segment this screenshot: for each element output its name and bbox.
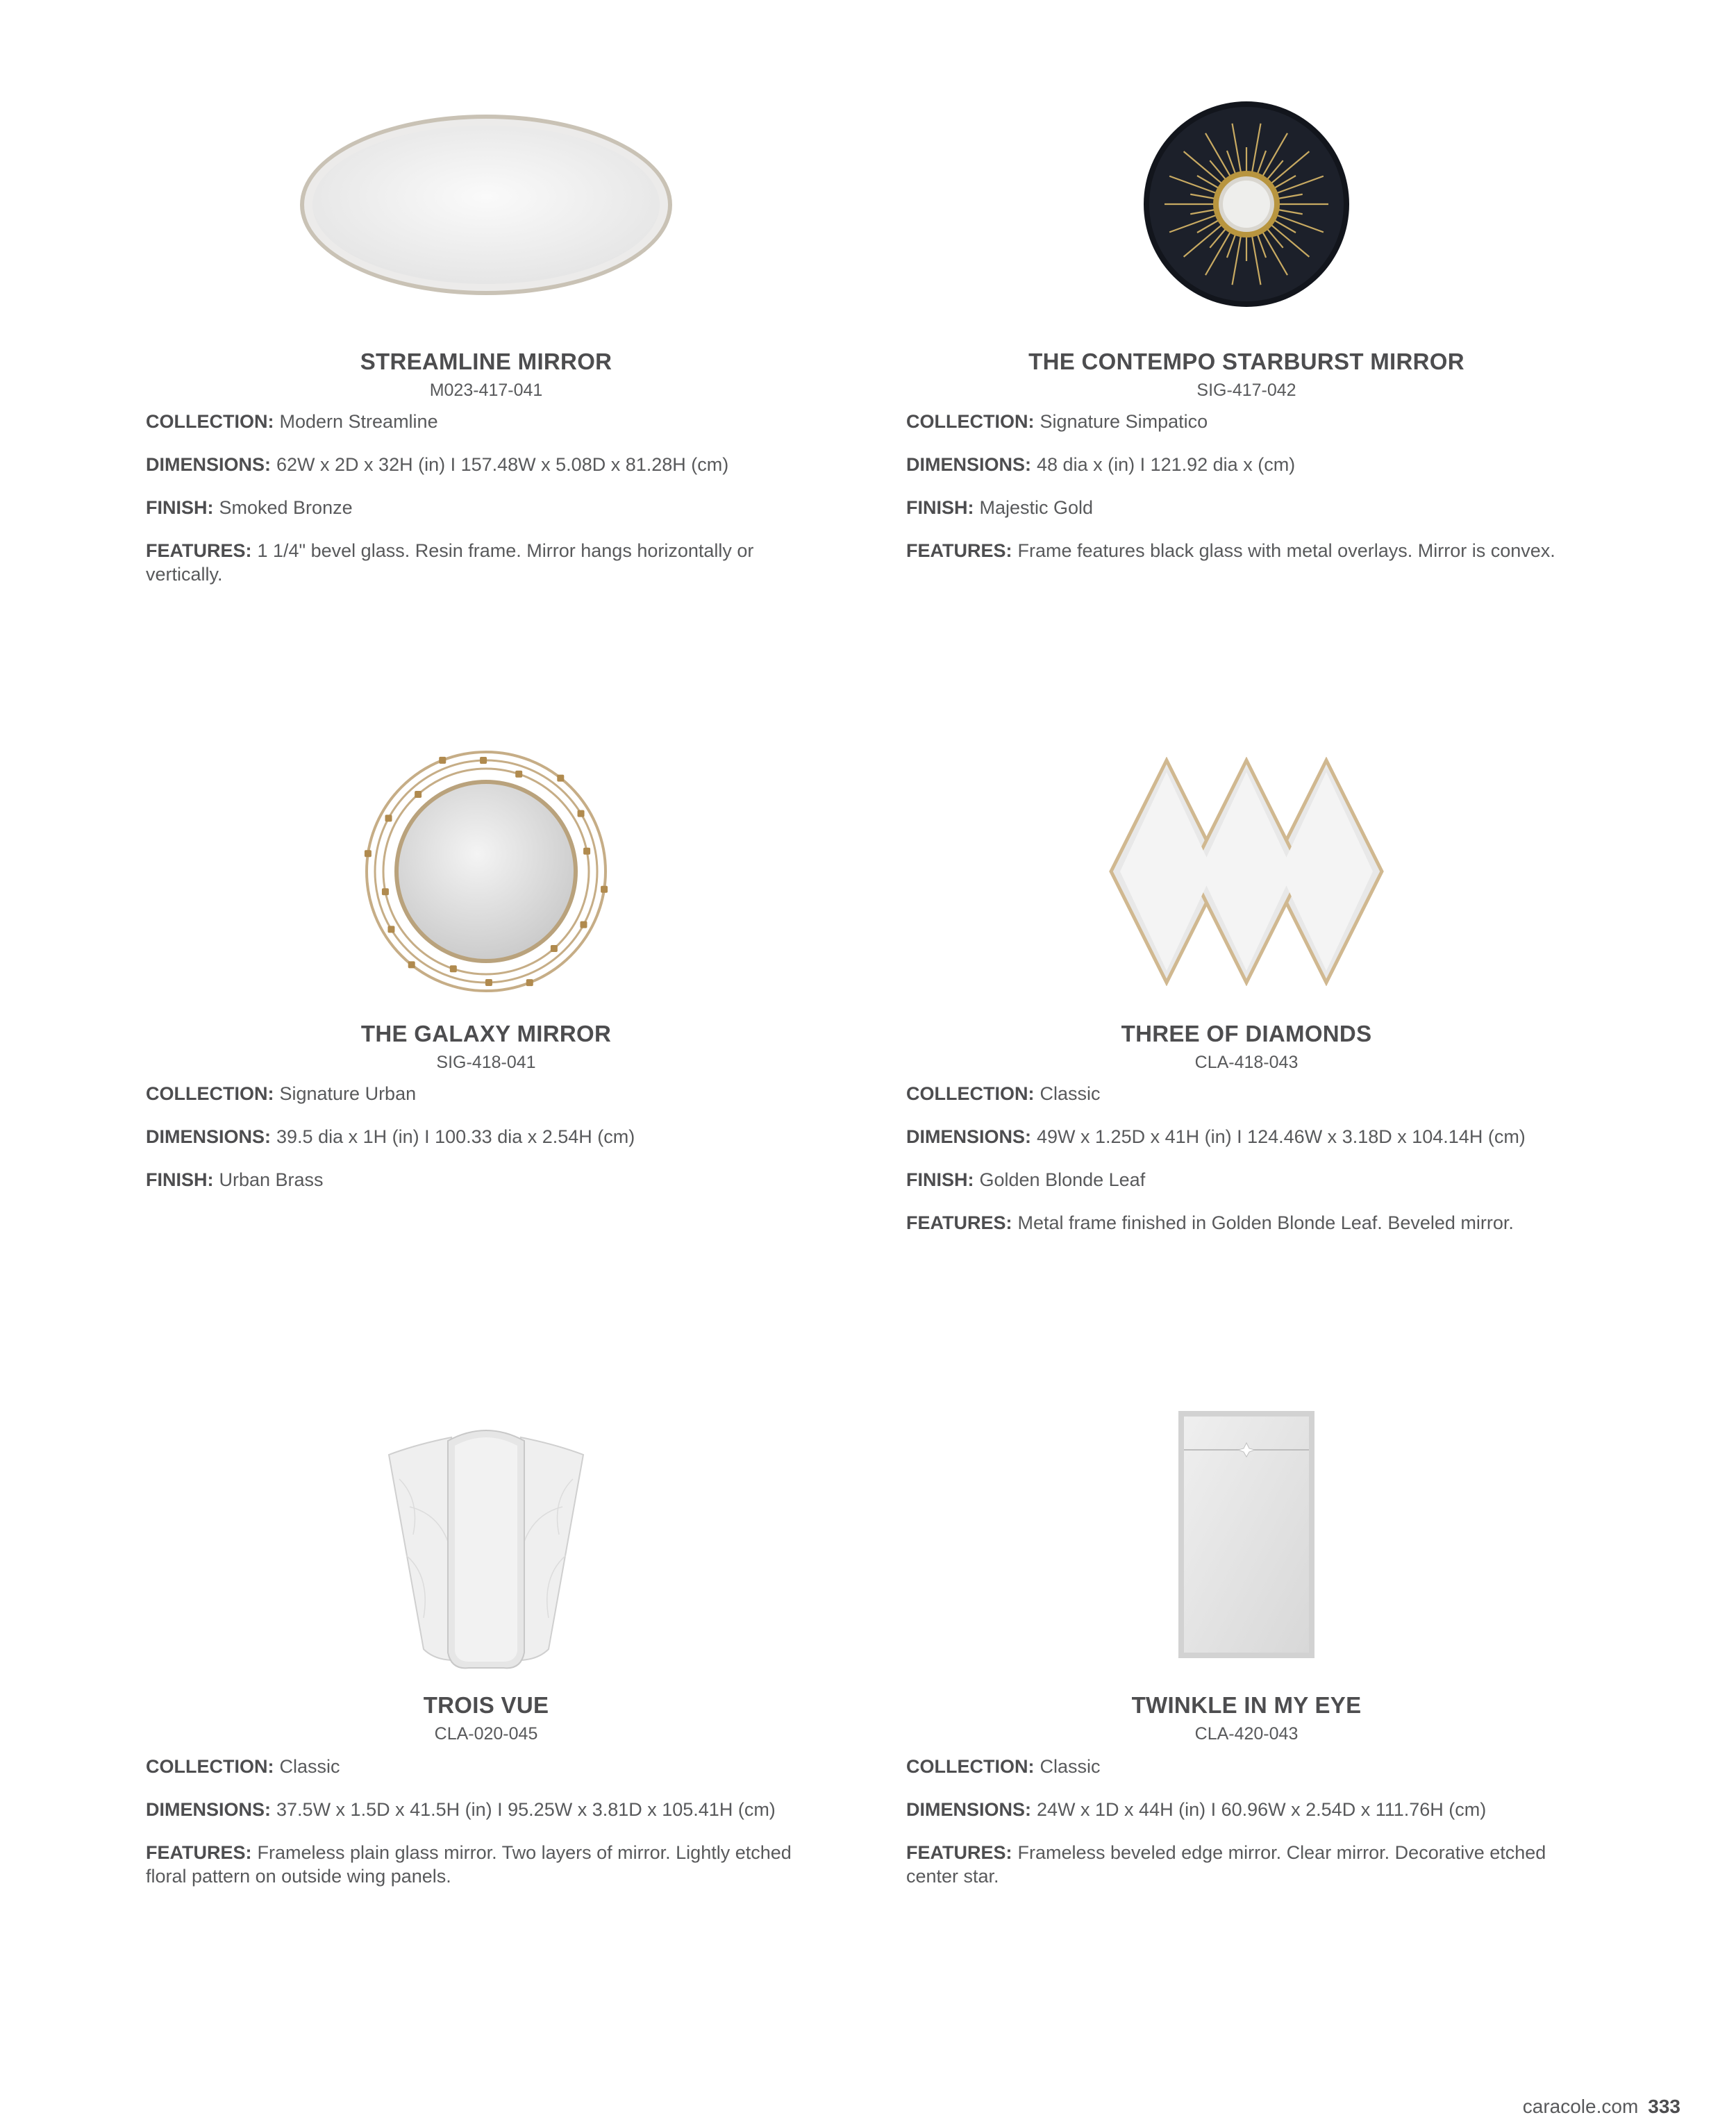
streamline-mirror-image [139, 101, 833, 309]
trois-vue-image [139, 1423, 833, 1673]
product-title: TROIS VUE [423, 1692, 549, 1718]
product-title: TWINKLE IN MY EYE [1131, 1692, 1362, 1718]
galaxy-mirror-image [139, 746, 833, 996]
product-title: THE GALAXY MIRROR [360, 1021, 612, 1046]
page-number: 333 [1648, 2096, 1680, 2117]
product-title: THREE OF DIAMONDS [1121, 1021, 1372, 1046]
spec-finish: FINISH: Smoked Bronze [146, 497, 353, 518]
product-specs [906, 1755, 1587, 1907]
product-sku: CLA-020-045 [434, 1724, 538, 1744]
spec-collection: COLLECTION: Classic [906, 1083, 1101, 1104]
product-specs [146, 410, 826, 605]
spec-features: FEATURES: Frameless beveled edge mirror. Clear mirror. Decorative etched center star. [906, 1842, 1546, 1887]
product-title: THE CONTEMPO STARBURST MIRROR [1028, 349, 1464, 374]
spec-features: FEATURES: Frameless plain glass mirror. Two layers of mirror. Lightly etched floral pattern on outside wing panels. [146, 1842, 792, 1887]
spec-dimensions: DIMENSIONS: 62W x 2D x 32H (in) I 157.48W x 5.08D x 81.28H (cm) [146, 454, 729, 475]
spec-features: FEATURES: Metal frame finished in Golden Blonde Leaf. Beveled mirror. [906, 1212, 1514, 1233]
product-sku: M023-417-041 [429, 381, 543, 400]
spec-dimensions: DIMENSIONS: 49W x 1.25D x 41H (in) I 124.46W x 3.18D x 104.14H (cm) [906, 1126, 1526, 1147]
spec-dimensions: DIMENSIONS: 24W x 1D x 44H (in) I 60.96W x 2.54D x 111.76H (cm) [906, 1799, 1487, 1820]
spec-collection: COLLECTION: Classic [906, 1756, 1101, 1777]
spec-collection: COLLECTION: Signature Simpatico [906, 411, 1208, 432]
spec-features: FEATURES: Frame features black glass with metal overlays. Mirror is convex. [906, 540, 1555, 561]
spec-finish: FINISH: Urban Brass [146, 1169, 324, 1190]
product-title: STREAMLINE MIRROR [360, 349, 612, 374]
three-of-diamonds-image [899, 757, 1594, 986]
page-footer [1523, 2096, 1680, 2118]
spec-finish: FINISH: Majestic Gold [906, 497, 1094, 518]
spec-features: FEATURES: 1 1/4" bevel glass. Resin frame. Mirror hangs horizontally or vertically. [146, 540, 754, 585]
product-specs [146, 1082, 826, 1211]
spec-collection: COLLECTION: Modern Streamline [146, 411, 438, 432]
product-sku: CLA-418-043 [1194, 1053, 1299, 1072]
footer-site: caracole.com [1522, 2096, 1639, 2117]
spec-finish: FINISH: Golden Blonde Leaf [906, 1169, 1146, 1190]
spec-collection: COLLECTION: Signature Urban [146, 1083, 417, 1104]
spec-dimensions: DIMENSIONS: 48 dia x (in) I 121.92 dia x (cm) [906, 454, 1296, 475]
product-sku: SIG-418-041 [436, 1053, 536, 1072]
spec-dimensions: DIMENSIONS: 37.5W x 1.5D x 41.5H (in) I 95.25W x 3.81D x 105.41H (cm) [146, 1799, 776, 1820]
product-sku: CLA-420-043 [1194, 1724, 1299, 1744]
spec-collection: COLLECTION: Classic [146, 1756, 340, 1777]
product-specs [146, 1755, 826, 1907]
spec-dimensions: DIMENSIONS: 39.5 dia x 1H (in) I 100.33 dia x 2.54H (cm) [146, 1126, 635, 1147]
product-specs [906, 1082, 1587, 1254]
starburst-mirror-image [899, 99, 1594, 309]
twinkle-mirror-image [899, 1410, 1594, 1660]
product-sku: SIG-417-042 [1196, 381, 1296, 400]
product-specs [906, 410, 1587, 582]
